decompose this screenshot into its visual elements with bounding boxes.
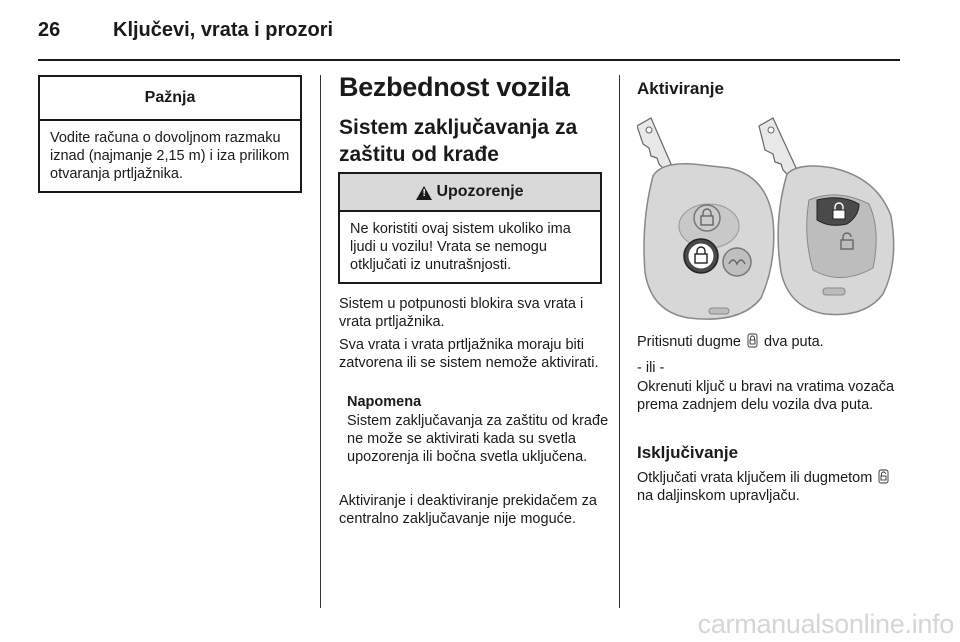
- paragraph-central-locking: Aktiviranje i deaktiviranje prekidačem za centralno zaključavanje nije moguće.: [339, 493, 597, 527]
- warning-text: Ne koristiti ovaj sistem ukoliko ima ljudi u vozilu! Vrata se nemogu otključati iz unutrašnjosti.: [350, 221, 571, 273]
- activation-step-button: [637, 333, 907, 351]
- deactivation-text: [637, 469, 907, 505]
- page-header: Ključevi, vrata i prozori: [113, 19, 334, 41]
- unlock-icon: [878, 469, 889, 484]
- unlock-text-before: Otključati vrata ključem ili dugmetom: [637, 470, 873, 486]
- warning-header: [340, 174, 600, 212]
- section-title: Bezbednost vozila: [339, 72, 570, 102]
- warning-box: [338, 172, 602, 284]
- note-title: Napomena: [347, 394, 422, 410]
- caution-box: [38, 75, 302, 193]
- step1-text-after: dva puta.: [764, 334, 824, 350]
- caution-title: Pažnja: [40, 77, 300, 121]
- page-number: 26: [38, 19, 61, 41]
- column-divider-right: [619, 75, 620, 608]
- lock-icon: [747, 333, 758, 348]
- watermark: carmanualsonline.info: [697, 609, 954, 639]
- header-rule: [38, 59, 900, 61]
- note-text: Sistem zaključavanja za zaštitu od krađe ne može se aktivirati kada su svetla upozorenja ili bočna svetla uključena.: [347, 413, 609, 465]
- caution-text: Vodite računa o dovoljnom razmaku iznad (najmanje 2,15 m) i iza prilikom otvaranja prtljažnika.: [50, 130, 290, 182]
- remote-keys-illustration: [637, 112, 901, 320]
- paragraph-doors-closed: Sva vrata i vrata prtljažnika moraju biti zatvorena ili se sistem nemože aktivirati.: [339, 337, 599, 371]
- warning-title: Upozorenje: [436, 183, 524, 200]
- warning-triangle-icon: [416, 186, 432, 200]
- activation-heading: Aktiviranje: [637, 79, 724, 98]
- deactivation-heading: Isključivanje: [637, 443, 739, 462]
- subsection-title: Sistem zaključavanja za zaštitu od krađe: [339, 116, 578, 166]
- column-divider-left: [320, 75, 321, 608]
- key-blade-right: [759, 118, 797, 176]
- key-fob-right: [778, 166, 894, 315]
- key-fob-left: [644, 164, 774, 319]
- activation-step-key: Okrenuti ključ u bravi na vratima vozača prema zadnjem delu vozila dva puta.: [637, 379, 895, 413]
- paragraph-blocks-doors: Sistem u potpunosti blokira sva vrata i vrata prtljažnika.: [339, 296, 584, 330]
- unlock-text-after: na daljinskom upravljaču.: [637, 488, 800, 504]
- step1-text-before: Pritisnuti dugme: [637, 334, 741, 350]
- key-blade-left: [637, 118, 671, 170]
- remote-keys-image: [637, 112, 901, 320]
- or-separator: - ili -: [637, 360, 665, 376]
